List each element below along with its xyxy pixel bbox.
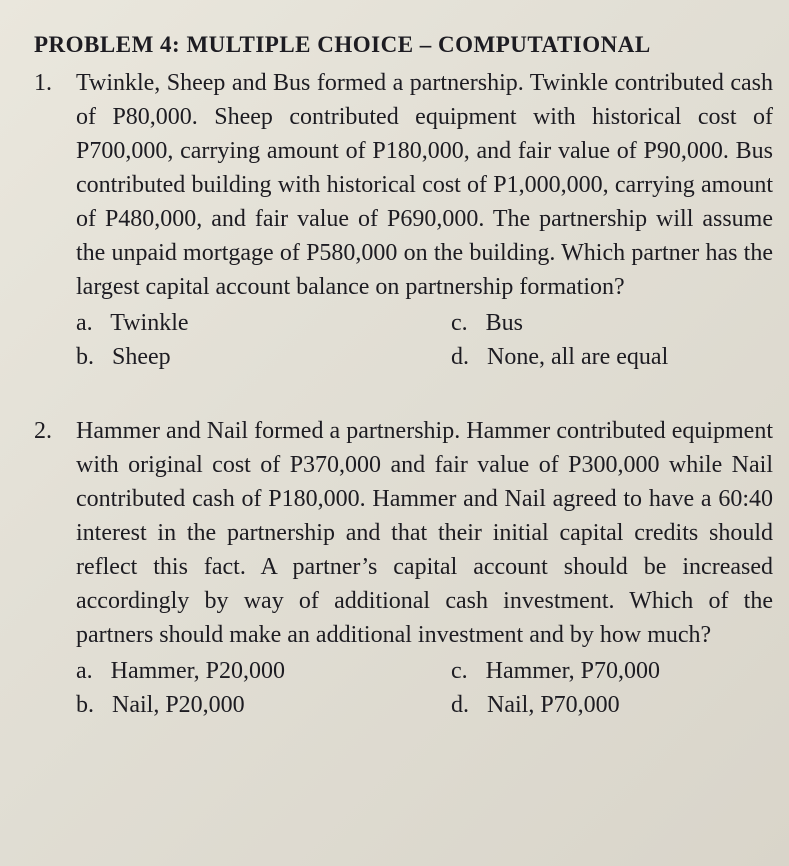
question-number: 2.: [34, 418, 52, 444]
choice-letter: c.: [451, 310, 480, 336]
choice-d: [451, 340, 781, 374]
question-1: [34, 66, 773, 374]
question-text: Twinkle, Sheep and Bus formed a partnership. Twinkle contributed cash of P80,000. Sheep contributed equipment with historical cost of P700,000, carrying amount of P180,000, and fair value of P90,000. Bus contributed building with historical cost of P1,000,000, carrying amount of P480,000, and fair value of P690,000. The partnership will assume the unpaid mortgage of P580,000 on the building. Which partner has the largest capital account balance on partnership formation?: [76, 70, 773, 300]
choice-letter: c.: [451, 658, 480, 684]
choice-a: [76, 654, 451, 688]
problem-heading: PROBLEM 4: MULTIPLE CHOICE – COMPUTATIONAL: [34, 32, 651, 57]
choice-d: [451, 688, 781, 722]
choice-text: Nail, P20,000: [112, 692, 245, 718]
choice-text: Sheep: [112, 344, 171, 370]
choice-b: [76, 340, 451, 374]
choice-letter: a.: [76, 310, 105, 336]
question-number: 1.: [34, 70, 52, 96]
choice-letter: d.: [451, 692, 481, 718]
choice-text: None, all are equal: [487, 344, 669, 370]
choice-letter: b.: [76, 692, 106, 718]
choice-c: [451, 654, 781, 688]
choice-text: Bus: [485, 310, 524, 336]
choice-letter: a.: [76, 658, 105, 684]
choice-letter: d.: [451, 344, 481, 370]
choice-c: [451, 306, 781, 340]
choice-b: [76, 688, 451, 722]
choice-letter: b.: [76, 344, 106, 370]
choice-list: [76, 306, 773, 374]
choice-text: Hammer, P70,000: [485, 658, 661, 684]
question-text: Hammer and Nail formed a partnership. Hammer contributed equipment with original cost of P370,000 and fair value of P300,000 while Nail contributed cash of P180,000. Hammer and Nail agreed to have a 60:40 interest in the partnership and that their initial capital credits should reflect this fact. A partner’s capital account should be increased accordingly by way of additional cash investment. Which of the partners should make an additional investment and by how much?: [76, 418, 773, 648]
choice-text: Hammer, P20,000: [110, 658, 286, 684]
choice-list: [76, 654, 773, 722]
choice-text: Nail, P70,000: [487, 692, 620, 718]
choice-a: [76, 306, 451, 340]
choice-text: Twinkle: [110, 310, 189, 336]
question-2: [34, 414, 773, 722]
